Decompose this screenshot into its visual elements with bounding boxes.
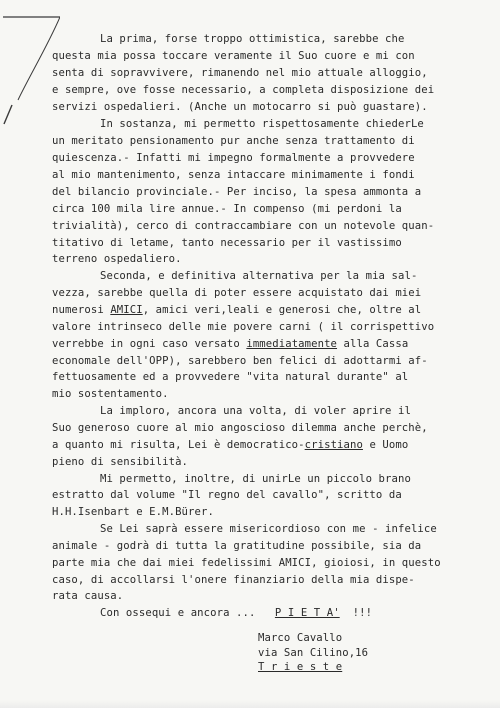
letter-text: vezza, sarebbe quella di poter essere acquistato dai miei <box>52 287 422 299</box>
letter-text: verrebbe in ogni caso versato <box>52 338 247 350</box>
letter-text: terreno ospedaliero. <box>52 253 182 265</box>
letter-line <box>52 590 123 603</box>
letter-text: , amici veri,leali e generosi che, oltre al <box>142 304 422 316</box>
letter-line <box>100 33 404 46</box>
letter-line <box>52 253 182 266</box>
letter-text: numerosi <box>52 304 111 316</box>
letter-text: Seconda, e definitiva alternativa per la mia sal- <box>100 270 418 282</box>
letter-text: titativo di letame, tanto necessario per il vastissimo <box>52 237 402 249</box>
letter-text: questa mia possa toccare veramente il Suo cuore e mi con <box>52 50 415 62</box>
letter-line <box>52 540 421 553</box>
letter-line <box>52 135 415 148</box>
letter-line <box>52 574 415 587</box>
letter-line <box>52 84 434 97</box>
letter-line <box>100 607 372 620</box>
letter-text: Con ossequi e ancora ... <box>100 607 275 619</box>
letter-text: e sempre, ove fosse necessario, a completa disposizione dei <box>52 84 435 96</box>
letter-line <box>52 67 428 80</box>
letter-line <box>52 220 434 233</box>
letter-text: rata causa. <box>52 590 124 602</box>
signature-name: Marco Cavallo <box>258 632 343 644</box>
letter-text: alla Cassa <box>337 338 409 350</box>
letter-text: Se Lei saprà essere misericordioso con me - infelice <box>100 523 437 535</box>
letter-text: Suo generoso cuore al mio angoscioso dilemma anche perchè, <box>52 422 428 434</box>
letter-text: P I E T A' <box>274 607 340 619</box>
page-edge <box>0 700 500 708</box>
letter-line <box>52 287 421 300</box>
letter-line <box>52 186 421 199</box>
letter-text: e Uomo <box>362 439 409 451</box>
letter-text: La prima, forse troppo ottimistica, sarebbe che <box>100 33 405 45</box>
letter-text: AMICI <box>110 304 143 316</box>
letter-line <box>52 557 441 570</box>
letter-line <box>100 405 411 418</box>
letter-text: H.H.Isenbart e E.M.Bürer. <box>52 506 214 518</box>
letter-text: pieno di sensibilità. <box>52 456 189 468</box>
letter-text: economale dell'OPP), sarebbero ben felici di adottarmi af- <box>52 355 428 367</box>
letter-text: mio sostentamento. <box>52 388 169 400</box>
letter-text: al mio mantenimento, senza intaccare minimamente i fondi <box>52 169 415 181</box>
letter-text: quiescenza.- Infatti mi impegno formalmente a provvedere <box>52 152 415 164</box>
signature-city: T r i e s t e <box>258 661 343 673</box>
letter-text: animale - godrà di tutta la gratitudine possibile, sia da <box>52 540 422 552</box>
letter-text: estratto dal volume "Il regno del cavallo", scritto da <box>52 489 402 501</box>
letter-text: fettuosamente ed a provvedere "vita natural durante" al <box>52 371 409 383</box>
letter-line <box>52 388 169 401</box>
letter-text: circa 100 mila lire annue.- In compenso (mi perdoni la <box>52 203 402 215</box>
letter-line <box>52 506 214 519</box>
letter-text: senta di sopravvivere, rimanendo nel mio attuale alloggio, <box>52 67 428 79</box>
letter-line <box>100 523 437 536</box>
letter-text: caso, di accollarsi l'onere finanziario della mia dispe- <box>52 574 415 586</box>
letter-line <box>52 304 421 317</box>
letter-line <box>52 439 408 452</box>
margin-pen-mark <box>0 0 60 130</box>
letter-line <box>52 203 402 216</box>
letter-line <box>52 237 402 250</box>
letter-text: servizi ospedalieri. (Anche un motocarro si può guastare). <box>52 101 428 113</box>
letter-line <box>100 270 417 283</box>
letter-line <box>100 473 411 486</box>
letter-text: un meritato pensionamento pur anche senza trattamento di <box>52 135 415 147</box>
letter-line <box>52 489 402 502</box>
letter-text: !!! <box>339 607 373 619</box>
letter-text: a quanto mi risulta, Lei è democratico- <box>52 439 305 451</box>
letter-text: immediatamente <box>246 338 338 350</box>
letter-line <box>52 422 428 435</box>
letter-line <box>52 456 188 469</box>
letter-line <box>52 338 408 351</box>
letter-text: trivialità), cerco di contraccambiare con un notevole quan- <box>52 220 435 232</box>
letter-line <box>52 371 408 384</box>
letter-line <box>52 355 428 368</box>
letter-line <box>100 118 424 131</box>
letter-text: In sostanza, mi permetto rispettosamente chiederLe <box>100 118 424 130</box>
signature-address: via San Cilino,16 <box>258 647 369 659</box>
letter-line <box>52 321 434 334</box>
letter-text: La imploro, ancora una volta, di voler aprire il <box>100 405 411 417</box>
letter-text: Mi permetto, inoltre, di unirLe un piccolo brano <box>100 473 411 485</box>
letter-line <box>52 169 415 182</box>
letter-text: cristiano <box>304 439 363 451</box>
letter-text: valore intrinseco delle mie povere carni ( il corrispettivo <box>52 321 435 333</box>
letter-line <box>52 101 428 114</box>
letter-text: del bilancio provinciale.- Per inciso, la spesa ammonta a <box>52 186 422 198</box>
letter-text: parte mia che dai miei fedelissimi AMICI, gioiosi, in questo <box>52 557 441 569</box>
letter-line <box>52 152 415 165</box>
letter-line <box>52 50 415 63</box>
